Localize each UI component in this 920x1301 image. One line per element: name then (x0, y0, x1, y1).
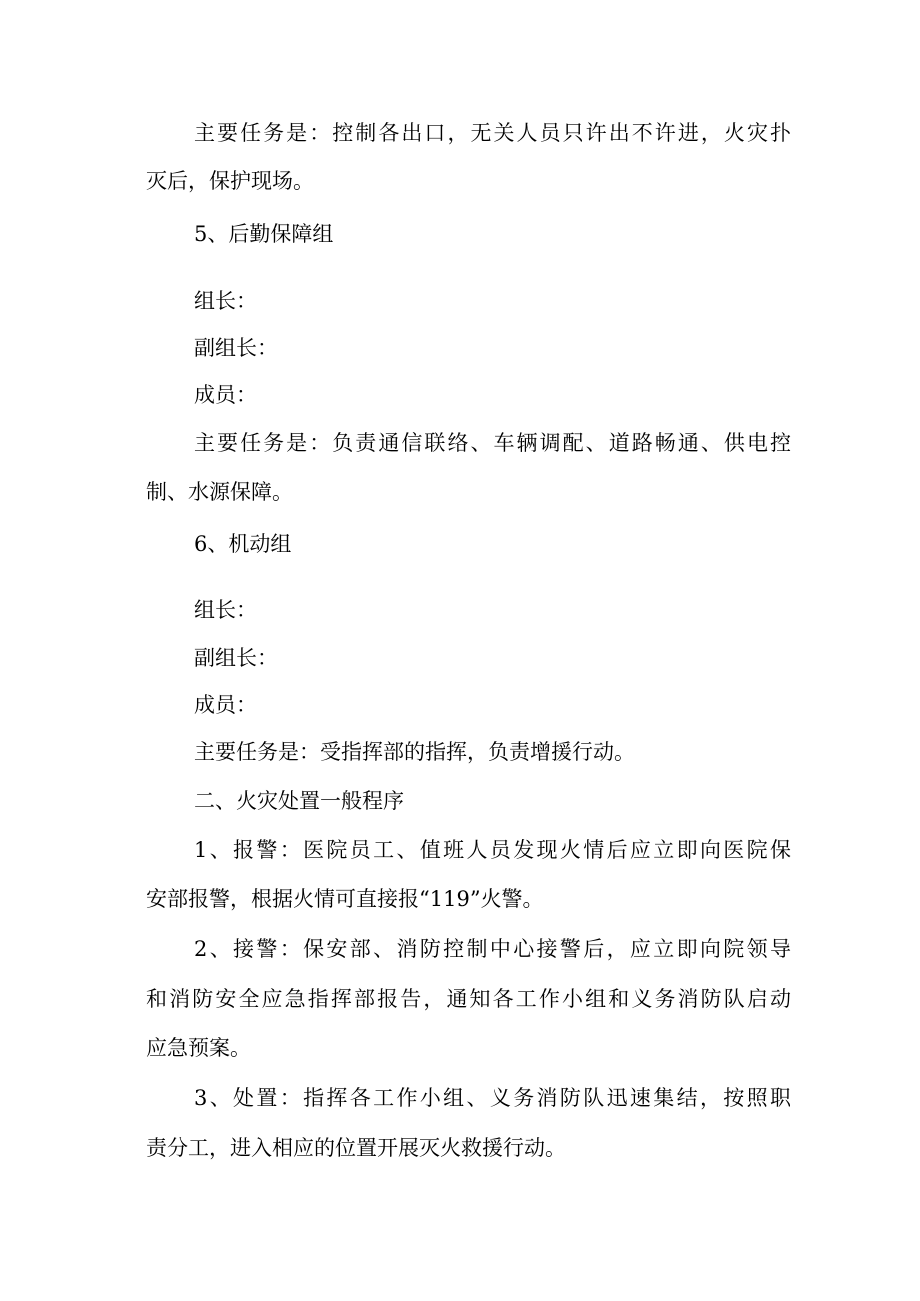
section-heading: 5、后勤保障组 (194, 222, 334, 246)
paragraph-line: 组长： (194, 289, 257, 313)
paragraph-line: 制、水源保障。 (146, 480, 293, 504)
paragraph-line: 灭后，保护现场。 (146, 169, 314, 193)
paragraph-line: 主要任务是：受指挥部的指挥，负责增援行动。 (194, 740, 635, 764)
paragraph-line: 和消防安全应急指挥部报告，通知各工作小组和义务消防队启动 (146, 987, 791, 1011)
paragraph-line: 组长： (194, 598, 257, 622)
paragraph-line: 责分工，进入相应的位置开展灭火救援行动。 (146, 1136, 566, 1160)
paragraph-line: 副组长： (194, 646, 278, 670)
paragraph-line: 副组长： (194, 336, 278, 360)
paragraph-line: 2、接警：保安部、消防控制中心接警后，应立即向院领导 (194, 937, 791, 961)
section-heading: 6、机动组 (194, 532, 292, 556)
section-heading: 二、火灾处置一般程序 (194, 789, 404, 813)
paragraph-line: 1、报警：医院员工、值班人员发现火情后应立即向医院保 (194, 838, 791, 862)
paragraph-line: 安部报警，根据火情可直接报“119”火警。 (146, 887, 544, 911)
paragraph-line: 主要任务是：负责通信联络、车辆调配、道路畅通、供电控 (194, 431, 791, 455)
paragraph-line: 3、处置：指挥各工作小组、义务消防队迅速集结，按照职 (194, 1086, 791, 1110)
paragraph-line: 成员： (194, 693, 257, 717)
paragraph-line: 成员： (194, 383, 257, 407)
paragraph-line: 应急预案。 (146, 1036, 251, 1060)
paragraph-line: 主要任务是：控制各出口，无关人员只许出不许进，火灾扑 (194, 121, 791, 145)
